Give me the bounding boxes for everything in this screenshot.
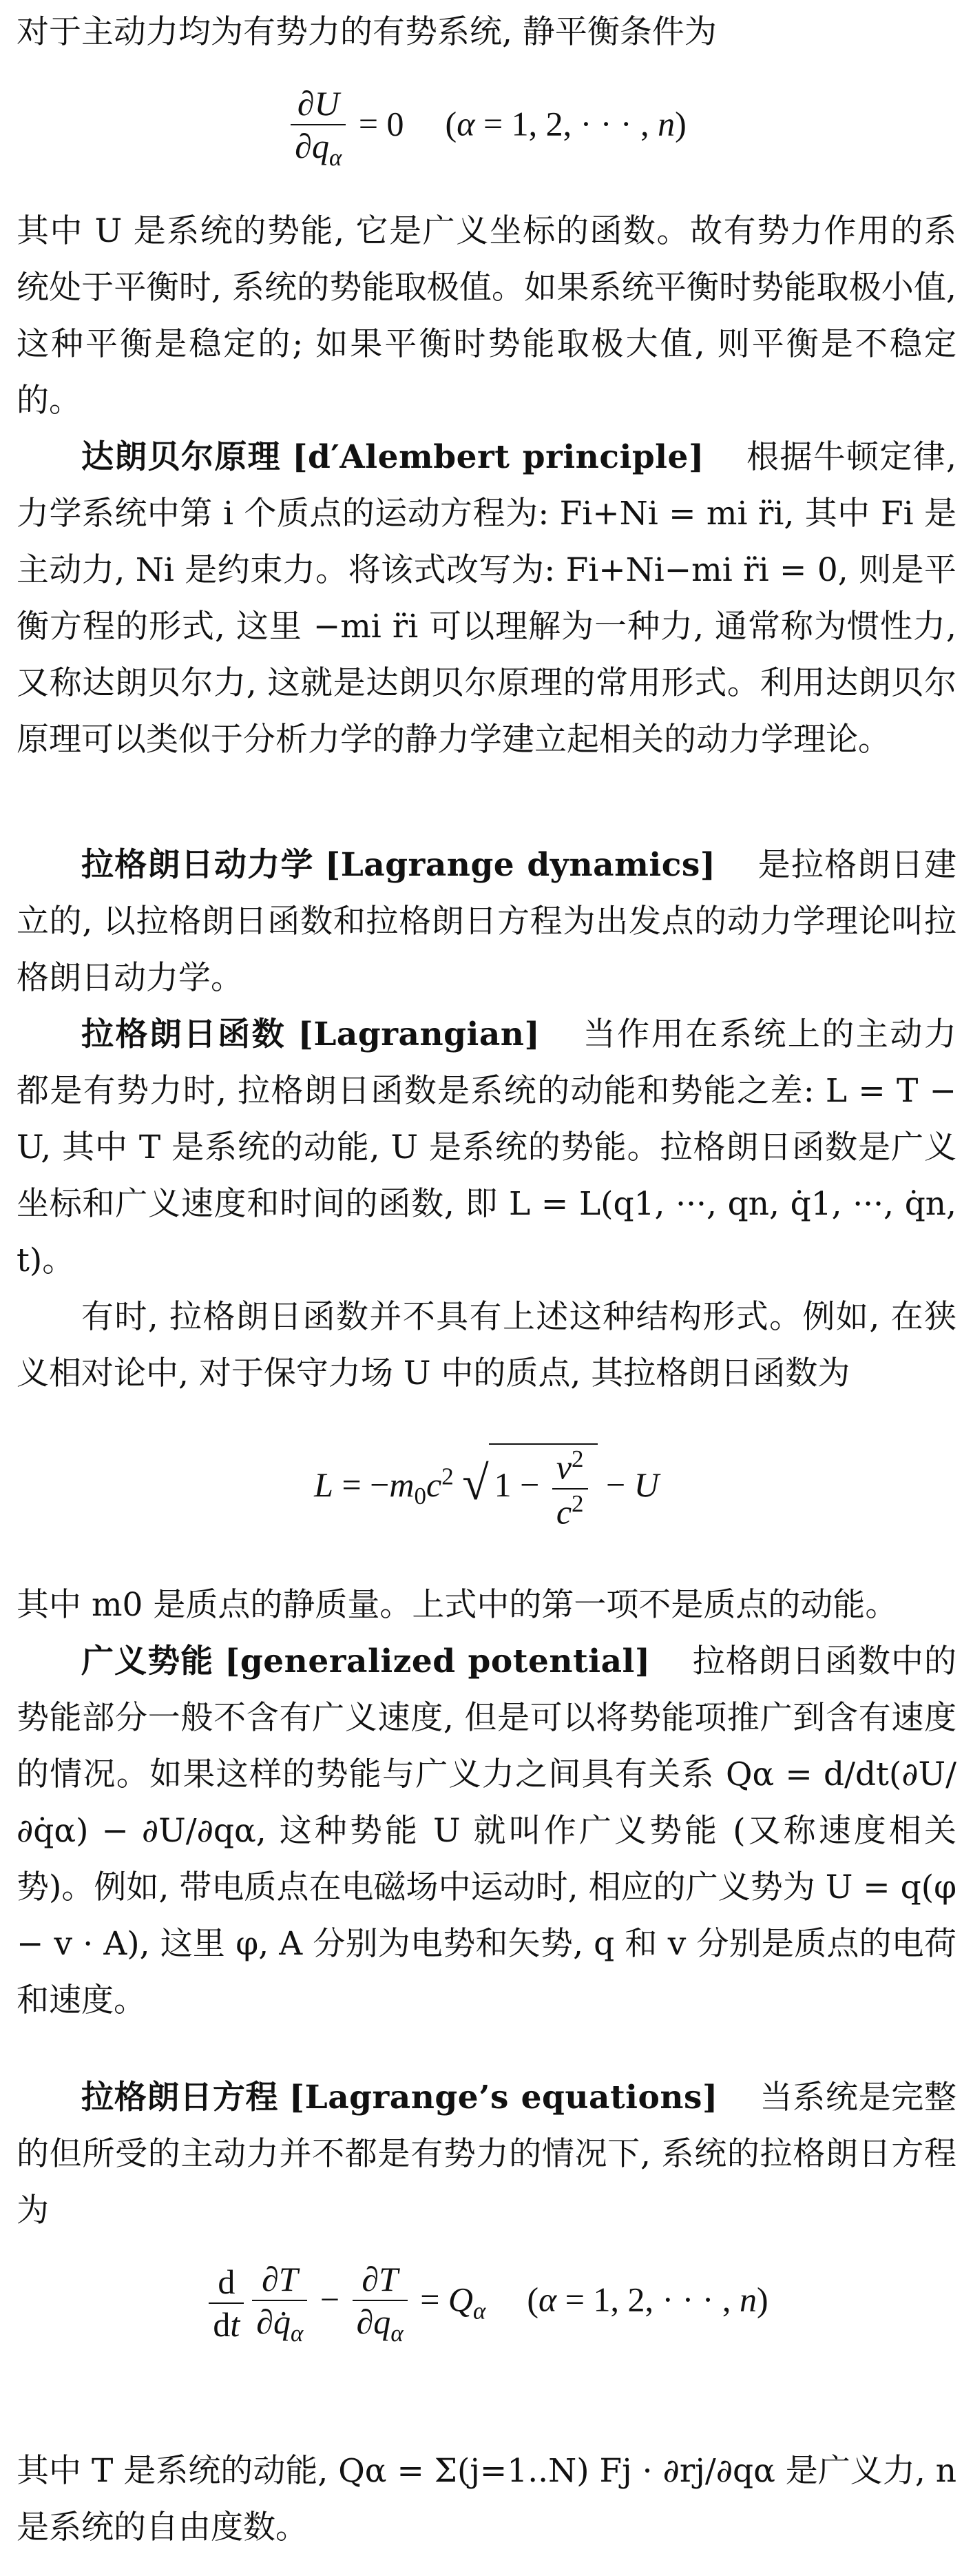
entry-generalized-potential bbox=[17, 1634, 956, 2029]
lagrange-after-eq: 其中 T 是系统的动能, Qα = Σ(j=1..N) Fj · ∂rj/∂qα 是广义力, n 是系统的自由度数。 bbox=[17, 2452, 956, 2546]
term-heading: 广义势能 bbox=[81, 1642, 214, 1680]
entry-lagrange-equations bbox=[17, 2070, 956, 2239]
entry-lagrange-dynamics bbox=[17, 837, 956, 1007]
term-english: [d′Alembert principle] bbox=[292, 438, 704, 476]
equation-relativistic-lagrangian: $L = -m_0c^2$ √ 1 − $\frac{v^2}{c^2}$ − U bbox=[17, 1443, 956, 1532]
equation-lagrange: $\frac{d}{dt}$ $\frac{\partial T}{\partial q̇_\alpha}$ − $\frac{\partial T}{\partial q_\alpha}$ = $Q_\alpha$ (α = 1, 2, · · · , n) bbox=[17, 2258, 956, 2348]
lagrangian-after-eq: 其中 m0 是质点的静质量。上式中的第一项不是质点的动能。 bbox=[17, 1586, 898, 1624]
lagrangian-para2: 有时, 拉格朗日函数并不具有上述这种结构形式。例如, 在狭义相对论中, 对于保守力场 U 中的质点, 其拉格朗日函数为 bbox=[17, 1298, 956, 1392]
entry-dalembert bbox=[17, 429, 956, 768]
term-heading: 达朗贝尔原理 bbox=[81, 438, 282, 476]
term-english: [generalized potential] bbox=[224, 1642, 651, 1680]
term-heading: 拉格朗日方程 bbox=[81, 2079, 279, 2116]
entry-text: 当系统是完整的但所受的主动力并不都是有势力的情况下, 系统的拉格朗日方程为 bbox=[17, 2079, 957, 2229]
entry-text: 是拉格朗日建立的, 以拉格朗日函数和拉格朗日方程为出发点的动力学理论叫拉格朗日动力学。 bbox=[17, 846, 957, 997]
entry-text: 当作用在系统上的主动力都是有势力时, 拉格朗日函数是系统的动能和势能之差: L = T − U, 其中 T 是系统的动能, U 是系统的势能。拉格朗日函数是广义坐标和广义速度和时间的函数, 即 L = L(q1, ···, qn, q̇1, ···, q̇n, t)。 bbox=[17, 1016, 956, 1279]
entry-text: 根据牛顿定律, 力学系统中第 i 个质点的运动方程为: Fi+Ni = mi r̈i, 其中 Fi 是主动力, Ni 是约束力。将该式改写为: Fi+Ni−mi r̈i = 0, 则是平衡方程的形式, 这里 −mi r̈i 可以理解为一种力, 通常称为惯性力, 又称达朗贝尔力, 这就是达朗贝尔原理的常用形式。利用达朗贝尔原理可以类似于分析力学的静力学建立起相关的动力学理论。 bbox=[17, 438, 956, 759]
intro-lead: 对于主动力均为有势力的有势系统, 静平衡条件为 bbox=[17, 13, 717, 51]
term-english: [Lagrange dynamics] bbox=[324, 846, 716, 884]
equation-static-equilibrium: $\frac{\partial U}{\partial q_\alpha}$ = 0 (α = 1, 2, · · · , n) bbox=[17, 83, 956, 172]
intro-body: 其中 U 是系统的势能, 它是广义坐标的函数。故有势力作用的系统处于平衡时, 系统的势能取极值。如果系统平衡时势能取极小值, 这种平衡是稳定的; 如果平衡时势能取极大值, 则平衡是不稳定的。 bbox=[17, 212, 956, 420]
term-heading: 拉格朗日动力学 bbox=[81, 846, 314, 884]
entry-text: 拉格朗日函数中的势能部分一般不含有广义速度, 但是可以将势能项推广到含有速度的情况。如果这样的势能与广义力之间具有关系 Qα = d/dt(∂U/∂q̇α) − ∂U/∂qα, 这种势能 U 就叫作广义势能 (又称速度相关势)。例如, 带电质点在电磁场中运动时, 相应的广义势为 U = q(φ − v · A), 这里 φ, A 分别为电势和矢势, q 和 v 分别是质点的电荷和速度。 bbox=[17, 1642, 957, 2019]
entry-lagrangian bbox=[17, 1007, 956, 1289]
term-english: [Lagrangian] bbox=[297, 1016, 541, 1053]
term-heading: 拉格朗日函数 bbox=[81, 1016, 286, 1053]
term-english: [Lagrange’s equations] bbox=[289, 2079, 718, 2116]
